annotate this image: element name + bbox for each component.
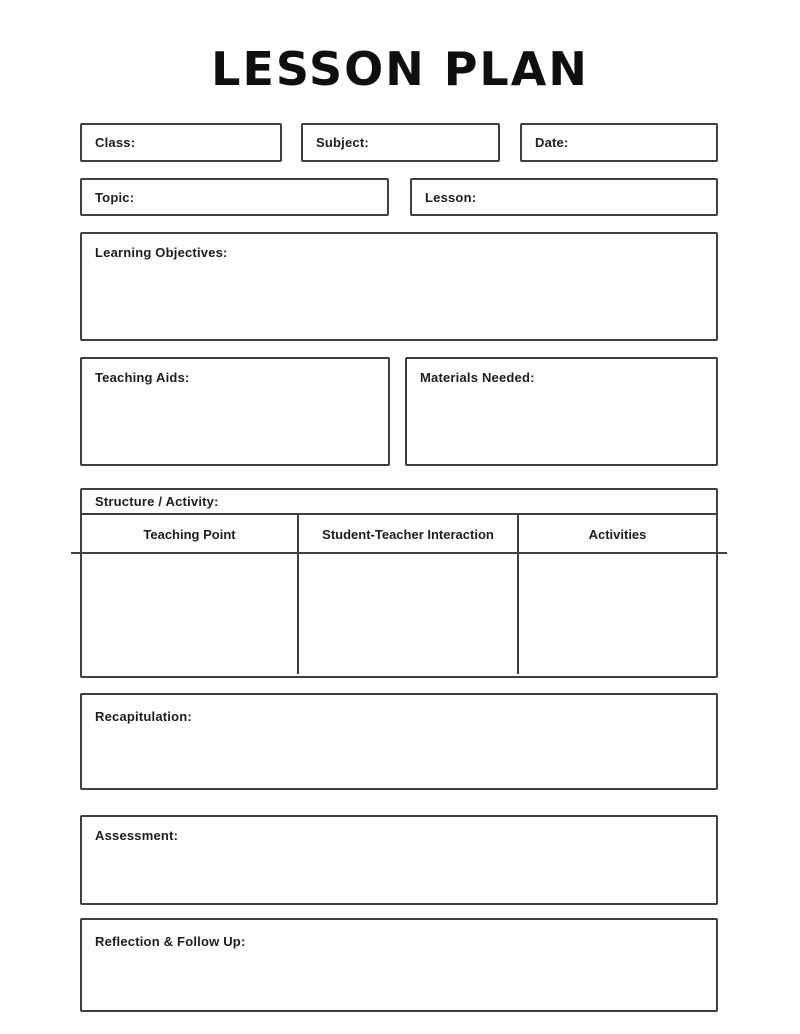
materials-needed-label: Materials Needed: bbox=[420, 370, 535, 385]
lesson-field[interactable] bbox=[410, 178, 718, 216]
reflection-follow-up-field[interactable] bbox=[80, 918, 718, 1012]
teaching-aids-input[interactable] bbox=[194, 372, 200, 382]
structure-activity-table bbox=[80, 488, 718, 678]
materials-needed-input[interactable] bbox=[539, 372, 545, 382]
activities-cell[interactable] bbox=[519, 554, 716, 674]
date-field[interactable] bbox=[520, 123, 718, 162]
materials-needed-field[interactable] bbox=[405, 357, 718, 466]
topic-field[interactable] bbox=[80, 178, 389, 216]
reflection-follow-up-input[interactable] bbox=[250, 936, 256, 946]
lesson-input[interactable] bbox=[476, 192, 482, 202]
date-label: Date: bbox=[535, 135, 569, 150]
date-input[interactable] bbox=[569, 138, 575, 148]
table-row bbox=[82, 554, 716, 674]
column-header-student-teacher-interaction: Student-Teacher Interaction bbox=[299, 515, 519, 554]
subject-label: Subject: bbox=[316, 135, 369, 150]
learning-objectives-field[interactable] bbox=[80, 232, 718, 341]
learning-objectives-input[interactable] bbox=[232, 247, 238, 257]
page-title: LESSON PLAN bbox=[211, 42, 589, 96]
structure-activity-label: Structure / Activity: bbox=[95, 494, 219, 509]
class-field[interactable] bbox=[80, 123, 282, 162]
teaching-aids-field[interactable] bbox=[80, 357, 390, 466]
recapitulation-field[interactable] bbox=[80, 693, 718, 790]
table-header-row bbox=[82, 515, 716, 554]
recapitulation-label: Recapitulation: bbox=[95, 709, 192, 724]
class-label: Class: bbox=[95, 135, 136, 150]
assessment-input[interactable] bbox=[183, 830, 189, 840]
teaching-aids-label: Teaching Aids: bbox=[95, 370, 190, 385]
subject-input[interactable] bbox=[369, 138, 375, 148]
assessment-field[interactable] bbox=[80, 815, 718, 905]
topic-input[interactable] bbox=[134, 192, 140, 202]
class-input[interactable] bbox=[135, 138, 141, 148]
learning-objectives-label: Learning Objectives: bbox=[95, 245, 228, 260]
subject-field[interactable] bbox=[301, 123, 500, 162]
header-underline bbox=[71, 552, 727, 554]
structure-activity-title-row bbox=[82, 490, 716, 515]
student-teacher-interaction-cell[interactable] bbox=[299, 554, 519, 674]
column-header-activities: Activities bbox=[588, 527, 647, 542]
teaching-point-cell[interactable] bbox=[82, 554, 299, 674]
assessment-label: Assessment: bbox=[95, 828, 179, 843]
topic-label: Topic: bbox=[95, 189, 135, 205]
lesson-label: Lesson: bbox=[425, 189, 477, 205]
recapitulation-input[interactable] bbox=[196, 711, 202, 721]
reflection-follow-up-label: Reflection & Follow Up: bbox=[95, 934, 246, 949]
column-header-teaching-point: Teaching Point bbox=[82, 515, 299, 554]
